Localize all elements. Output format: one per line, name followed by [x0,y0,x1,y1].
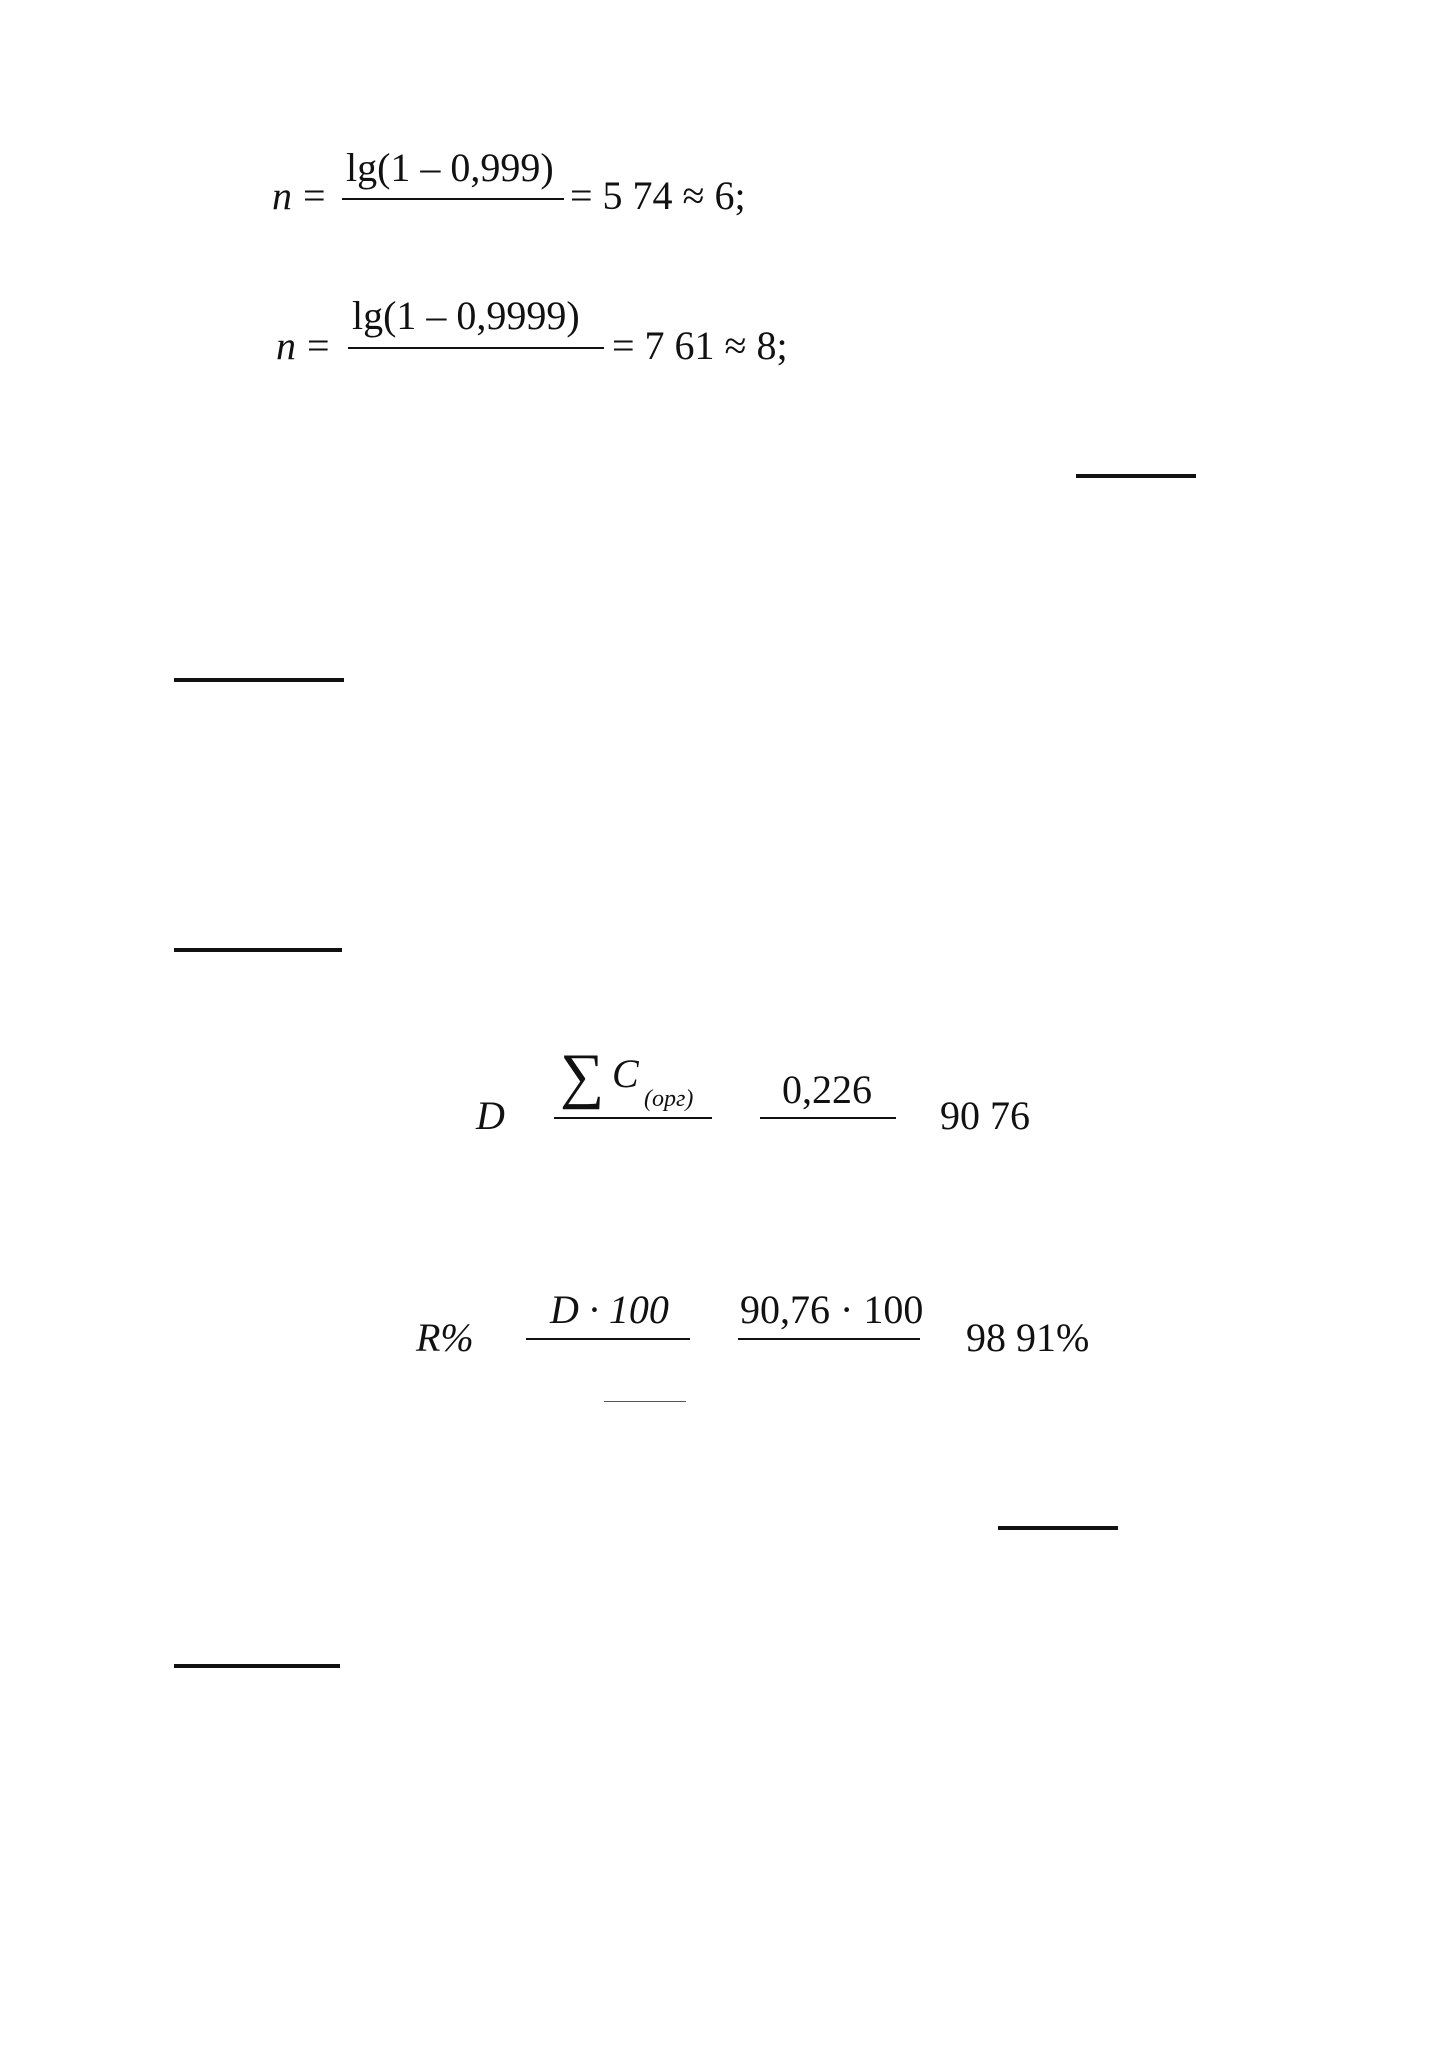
eqd-result: 90 76 [940,1093,1030,1138]
eqr-fraction-bar-1 [526,1338,690,1340]
eqd-sum-symbol: ∑ [560,1042,605,1110]
eqd-subscript: (орг) [644,1086,694,1112]
eq1-numerator: lg(1 – 0,999) [346,145,554,190]
underline-rule [174,1664,340,1668]
eqr-result: 98 91% [966,1315,1090,1360]
eq2-equals: = [307,323,330,368]
eqd-numerator-2: 0,226 [782,1067,872,1112]
underline-rule [1076,474,1196,478]
eqd-lhs: D [476,1093,505,1138]
eqr-fraction-bar-2 [738,1338,920,1340]
eq2-result: = 7 61 ≈ 8; [612,323,788,368]
eqd-fraction-bar-2 [760,1117,896,1119]
eq2-numerator: lg(1 – 0,9999) [352,293,580,338]
eqr-numerator-2: 90,76 · 100 [740,1287,924,1332]
eqr-lhs: R% [416,1315,474,1360]
underline-rule [998,1526,1118,1530]
eqr-numerator-1: D · 100 [550,1287,669,1332]
underline-rule [174,678,344,682]
underline-rule [174,948,342,952]
eq2-fraction-bar [348,347,604,349]
eq2-lhs: n [276,323,296,368]
eq1-result: = 5 74 ≈ 6; [570,173,746,218]
eqd-variable: C [612,1051,639,1096]
eq1-equals: = [303,173,326,218]
eq1-fraction-bar [342,198,564,200]
eqd-fraction-bar-1 [554,1117,712,1119]
eqr-denominator-stub [604,1401,686,1402]
eq1-lhs: n [272,173,292,218]
